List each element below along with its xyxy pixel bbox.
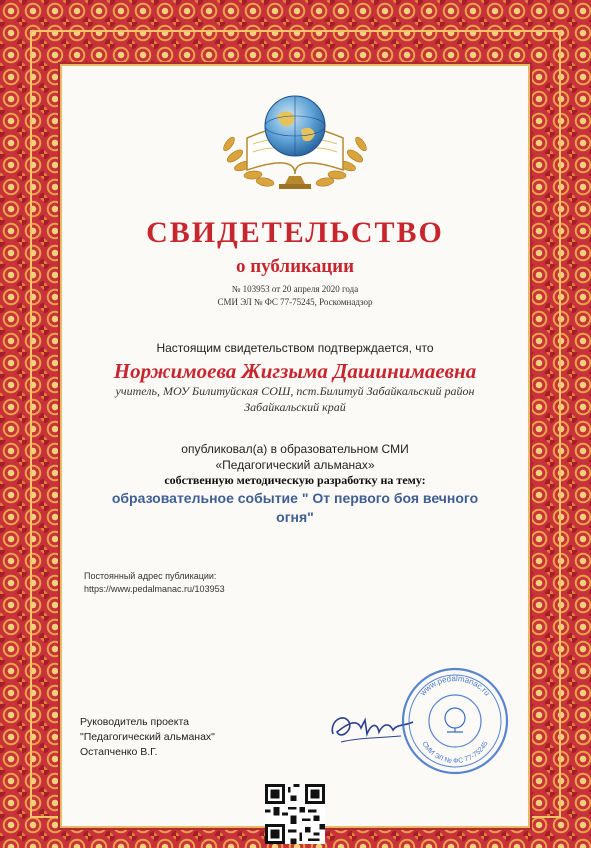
topic-title-line2: огня" <box>276 509 314 525</box>
published-in-text: опубликовал(а) в образовательном СМИ <box>181 442 409 456</box>
certificate-body <box>62 66 528 826</box>
recipient-region: Забайкальский край <box>244 400 346 414</box>
recipient-position: учитель, МОУ Билитуйская СОШ, пст.Билитуй Забайкальский район <box>115 384 475 398</box>
stamp-text-top: www.pedalmanac.ru <box>418 673 492 698</box>
stamp-text-bottom: СМИ ЭЛ № ФС 77-75245 <box>420 740 490 766</box>
address-label: Постоянный адрес публикации: <box>84 571 217 581</box>
leader-title: Руководитель проекта <box>80 716 190 728</box>
round-seal-icon <box>400 666 510 776</box>
qr-code-icon <box>265 784 325 844</box>
media-registration: СМИ ЭЛ № ФС 77-75245, Роскомнадзор <box>217 297 373 307</box>
globe-book-laurel-icon <box>215 78 375 206</box>
certificate-subtitle: о публикации <box>235 256 355 277</box>
confirm-text: Настоящим свидетельством подтверждается, что <box>156 341 434 355</box>
publication-url[interactable]: https://www.pedalmanac.ru/103953 <box>84 584 225 594</box>
certificate-title: СВИДЕТЕЛЬСТВО <box>146 216 444 249</box>
leader-project: "Педагогический альманах" <box>80 731 215 743</box>
svg-text:СМИ ЭЛ № ФС 77-75245 <box>420 740 489 765</box>
journal-name: «Педагогический альманах» <box>215 458 375 472</box>
registration-number: № 103953 от 20 апреля 2020 года <box>231 284 359 294</box>
leader-name: Остапченко В.Г. <box>80 746 158 758</box>
topic-title-line1: образовательное событие " От первого боя вечного <box>111 490 479 506</box>
recipient-name: Норжимоева Жигзыма Дашинимаевна <box>113 359 477 383</box>
topic-label: собственную методическую разработку на тему: <box>164 473 426 487</box>
